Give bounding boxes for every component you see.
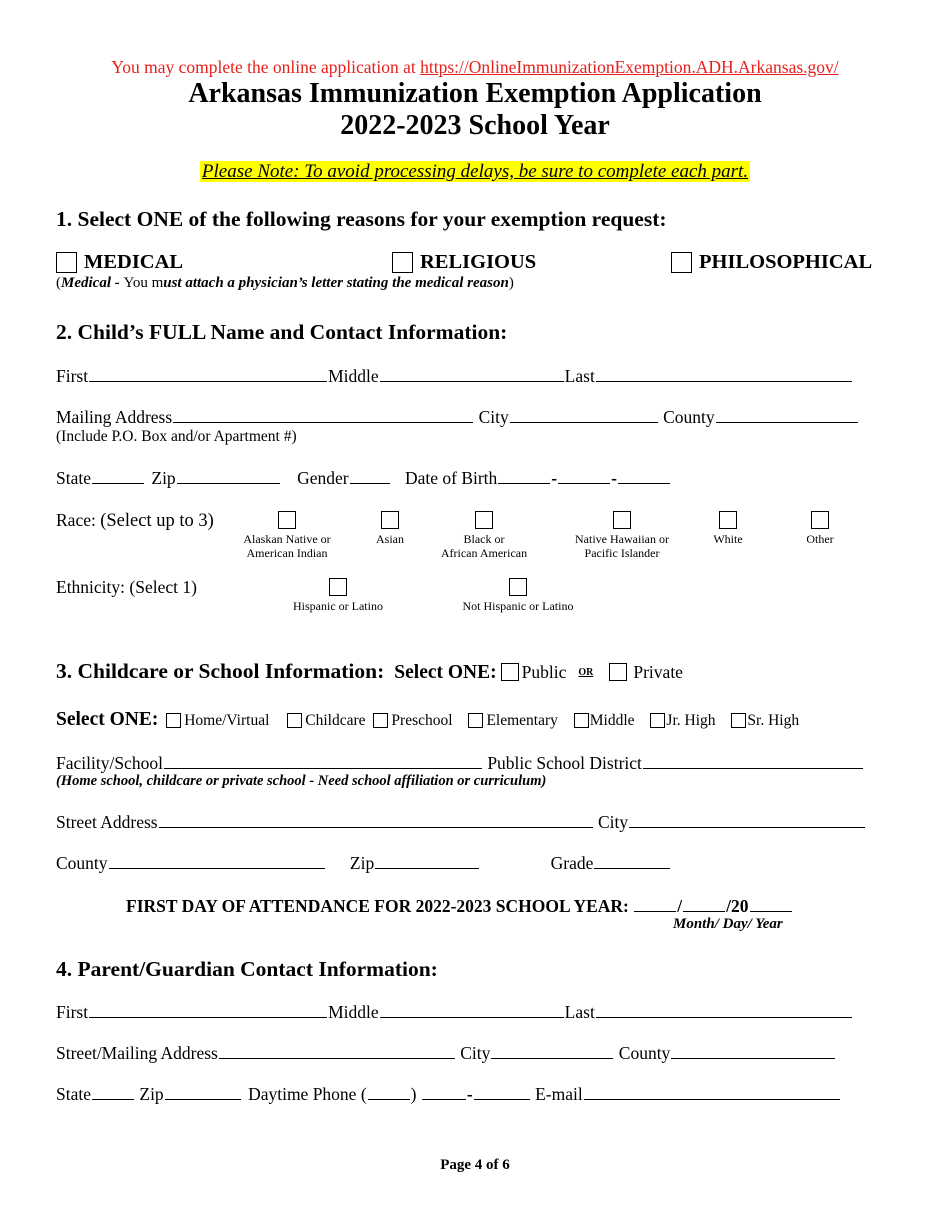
form-title: Arkansas Immunization Exemption Application — [188, 78, 762, 109]
child-state-row — [56, 467, 671, 489]
ethnicity-option-hispanic[interactable] — [268, 578, 408, 613]
race-option-alaskan[interactable] — [232, 511, 342, 560]
parent-address-row — [56, 1042, 836, 1064]
section2-heading: 2. Child’s FULL Name and Contact Information: — [56, 320, 508, 344]
race-black-label-2: African American — [440, 546, 528, 560]
date-format-hint: Month/ Day/ Year — [673, 916, 783, 932]
mailing-hint: (Include P.O. Box and/or Apartment #) — [56, 428, 297, 445]
race-option-other[interactable] — [790, 511, 850, 546]
school-address-row — [56, 811, 866, 833]
race-other-label: Other — [806, 532, 834, 546]
race-hawaiian-checkbox[interactable] — [613, 511, 631, 529]
section4-heading: 4. Parent/Guardian Contact Information: — [56, 957, 438, 981]
parent-email-field[interactable] — [584, 1083, 840, 1100]
parent-phone-line-field[interactable] — [474, 1083, 530, 1100]
level-middle-label: Middle — [589, 712, 635, 729]
level-srhigh-label: Sr. High — [747, 712, 800, 729]
parent-phone-dash: - — [466, 1084, 473, 1104]
level-middle-checkbox[interactable] — [574, 713, 589, 728]
note-close-paren: ) — [508, 275, 514, 291]
parent-contact-row — [56, 1083, 841, 1105]
ethnicity-option-not-hispanic[interactable] — [443, 578, 593, 613]
public-checkbox[interactable] — [501, 663, 519, 681]
level-jrhigh-checkbox[interactable] — [650, 713, 665, 728]
medical-checkbox[interactable] — [56, 252, 77, 273]
private-label: Private — [633, 662, 683, 682]
child-mailing-field[interactable] — [173, 406, 473, 423]
parent-state-label: State — [56, 1084, 91, 1104]
parent-phone-area-field[interactable] — [368, 1083, 410, 1100]
race-white-checkbox[interactable] — [719, 511, 737, 529]
child-first-label: First — [56, 366, 89, 386]
child-gender-label: Gender — [297, 468, 349, 488]
school-street-field[interactable] — [159, 811, 593, 828]
race-alaskan-checkbox[interactable] — [278, 511, 296, 529]
processing-note-text: Please Note: To avoid processing delays, be sure to complete each part. — [201, 161, 749, 182]
religious-checkbox[interactable] — [392, 252, 413, 273]
processing-note — [0, 161, 950, 183]
school-street-label: Street Address — [56, 812, 158, 832]
race-asian-checkbox[interactable] — [381, 511, 399, 529]
dob-day-field[interactable] — [558, 467, 610, 484]
page-number: Page 4 of 6 — [440, 1157, 510, 1173]
child-middle-label: Middle — [328, 366, 379, 386]
child-gender-field[interactable] — [350, 467, 390, 484]
level-elementary-checkbox[interactable] — [468, 713, 483, 728]
level-home-label: Home/Virtual — [184, 712, 270, 729]
parent-name-row — [56, 1001, 853, 1023]
race-black-checkbox[interactable] — [475, 511, 493, 529]
race-hawaiian-label-2: Pacific Islander — [584, 546, 660, 560]
level-preschool-checkbox[interactable] — [373, 713, 388, 728]
parent-email-label: E-mail — [535, 1084, 583, 1104]
note-plain: You m — [123, 275, 164, 291]
level-elementary-label: Elementary — [486, 712, 558, 729]
parent-zip-label: Zip — [139, 1084, 164, 1104]
race-option-asian[interactable] — [360, 511, 420, 546]
school-grade-label: Grade — [550, 853, 594, 873]
online-notice — [0, 57, 950, 78]
first-day-day-field[interactable] — [683, 895, 725, 912]
ethnicity-hispanic-checkbox[interactable] — [329, 578, 347, 596]
level-srhigh-checkbox[interactable] — [731, 713, 746, 728]
child-zip-label: Zip — [151, 468, 176, 488]
school-county-row — [56, 852, 671, 874]
parent-last-label: Last — [564, 1002, 595, 1022]
facility-label: Facility/School — [56, 753, 163, 773]
private-checkbox[interactable] — [609, 663, 627, 681]
religious-label: RELIGIOUS — [420, 251, 537, 273]
race-other-checkbox[interactable] — [811, 511, 829, 529]
parent-middle-label: Middle — [328, 1002, 379, 1022]
race-option-white[interactable] — [698, 511, 758, 546]
school-level-row — [56, 709, 799, 731]
child-mailing-label: Mailing Address — [56, 407, 173, 427]
race-option-black[interactable] — [432, 511, 536, 560]
parent-city-label: City — [460, 1043, 491, 1063]
race-hawaiian-label-1: Native Hawaiian or — [575, 532, 669, 546]
level-home-checkbox[interactable] — [166, 713, 181, 728]
school-type-select-one: Select ONE: — [394, 662, 497, 683]
section3-heading-row — [56, 659, 683, 684]
child-last-label: Last — [564, 366, 595, 386]
ethnicity-not-hispanic-checkbox[interactable] — [509, 578, 527, 596]
philosophical-checkbox[interactable] — [671, 252, 692, 273]
parent-middle-field[interactable] — [380, 1001, 564, 1018]
option-religious[interactable] — [392, 251, 536, 274]
parent-phone-label: Daytime Phone ( — [248, 1084, 367, 1104]
race-white-label: White — [713, 532, 743, 546]
parent-city-field[interactable] — [491, 1042, 613, 1059]
or-separator: OR — [578, 667, 594, 678]
child-county-field[interactable] — [716, 406, 858, 423]
parent-street-field[interactable] — [219, 1042, 455, 1059]
dob-year-field[interactable] — [618, 467, 670, 484]
child-zip-field[interactable] — [177, 467, 280, 484]
child-county-label: County — [663, 407, 715, 427]
online-application-link[interactable]: https://OnlineImmunizationExemption.ADH.Arkansas.gov/ — [420, 57, 839, 77]
child-name-row — [56, 365, 853, 387]
school-level-select-one: Select ONE: — [56, 709, 159, 730]
school-grade-field[interactable] — [594, 852, 670, 869]
child-city-field[interactable] — [510, 406, 658, 423]
district-field[interactable] — [643, 752, 863, 769]
first-day-month-field[interactable] — [634, 895, 676, 912]
school-county-field[interactable] — [109, 852, 325, 869]
first-day-row — [126, 895, 793, 917]
child-state-field[interactable] — [92, 467, 144, 484]
option-medical[interactable] — [56, 251, 183, 274]
medical-note — [56, 275, 514, 292]
level-childcare-label: Childcare — [305, 712, 366, 729]
school-zip-field[interactable] — [375, 852, 479, 869]
race-label-text: Race: — [56, 510, 101, 530]
parent-zip-field[interactable] — [165, 1083, 241, 1100]
note-physician-letter: ust attach a physician’s letter stating the medical reason — [163, 275, 509, 291]
dob-dash-2: - — [611, 468, 617, 488]
race-label — [56, 510, 214, 532]
medical-label: MEDICAL — [84, 251, 184, 273]
first-day-label: FIRST DAY OF ATTENDANCE FOR 2022-2023 SCHOOL YEAR: — [126, 896, 629, 916]
note-medical: Medical - — [61, 275, 124, 291]
ethnicity-label: Ethnicity: (Select 1) — [56, 577, 197, 597]
parent-county-label: County — [618, 1043, 671, 1063]
parent-street-label: Street/Mailing Address — [56, 1043, 218, 1063]
parent-first-label: First — [56, 1002, 89, 1022]
race-hint: (Select up to 3) — [100, 511, 214, 531]
parent-county-field[interactable] — [671, 1042, 835, 1059]
child-first-field[interactable] — [89, 365, 327, 382]
first-day-slash: / — [677, 896, 683, 916]
level-preschool-label: Preschool — [391, 712, 453, 729]
first-day-year-field[interactable] — [750, 895, 792, 912]
online-notice-text: You may complete the online application at — [111, 57, 421, 77]
parent-phone-prefix-field[interactable] — [422, 1083, 466, 1100]
section3-heading: 3. Childcare or School Information: — [56, 659, 385, 683]
school-year-title: 2022-2023 School Year — [340, 110, 610, 141]
child-last-field[interactable] — [596, 365, 852, 382]
school-city-field[interactable] — [629, 811, 865, 828]
philosophical-label: PHILOSOPHICAL — [699, 251, 873, 273]
parent-first-field[interactable] — [89, 1001, 327, 1018]
race-asian-label: Asian — [376, 532, 404, 546]
race-black-label-1: Black or — [463, 532, 505, 546]
child-dob-label: Date of Birth — [404, 468, 498, 488]
school-zip-label: Zip — [349, 853, 375, 873]
section1-heading: 1. Select ONE of the following reasons for your exemption request: — [56, 207, 667, 231]
school-county-label: County — [56, 853, 108, 873]
parent-state-field[interactable] — [92, 1083, 134, 1100]
dob-dash-1: - — [551, 468, 558, 488]
race-alaskan-label-2: American Indian — [246, 546, 328, 560]
school-city-label: City — [597, 812, 629, 832]
child-city-label: City — [478, 407, 509, 427]
public-label: Public — [521, 662, 567, 682]
child-middle-field[interactable] — [380, 365, 564, 382]
ethnicity-not-hispanic-label: Not Hispanic or Latino — [462, 599, 574, 613]
child-state-label: State — [56, 468, 91, 488]
ethnicity-hispanic-label: Hispanic or Latino — [293, 599, 383, 613]
district-label: Public School District — [487, 753, 642, 773]
race-option-hawaiian[interactable] — [562, 511, 682, 560]
race-alaskan-label-1: Alaskan Native or — [243, 532, 331, 546]
first-day-year-prefix: /20 — [726, 896, 749, 916]
facility-row — [56, 752, 864, 774]
level-childcare-checkbox[interactable] — [287, 713, 302, 728]
parent-phone-close: ) — [410, 1084, 417, 1104]
child-address-row — [56, 406, 859, 428]
facility-field[interactable] — [164, 752, 482, 769]
facility-hint: (Home school, childcare or private school - Need school affiliation or curriculum) — [56, 773, 547, 789]
note-open-paren: ( — [56, 275, 61, 291]
parent-last-field[interactable] — [596, 1001, 852, 1018]
option-philosophical[interactable] — [671, 251, 872, 274]
dob-month-field[interactable] — [498, 467, 550, 484]
level-jrhigh-label: Jr. High — [666, 712, 716, 729]
